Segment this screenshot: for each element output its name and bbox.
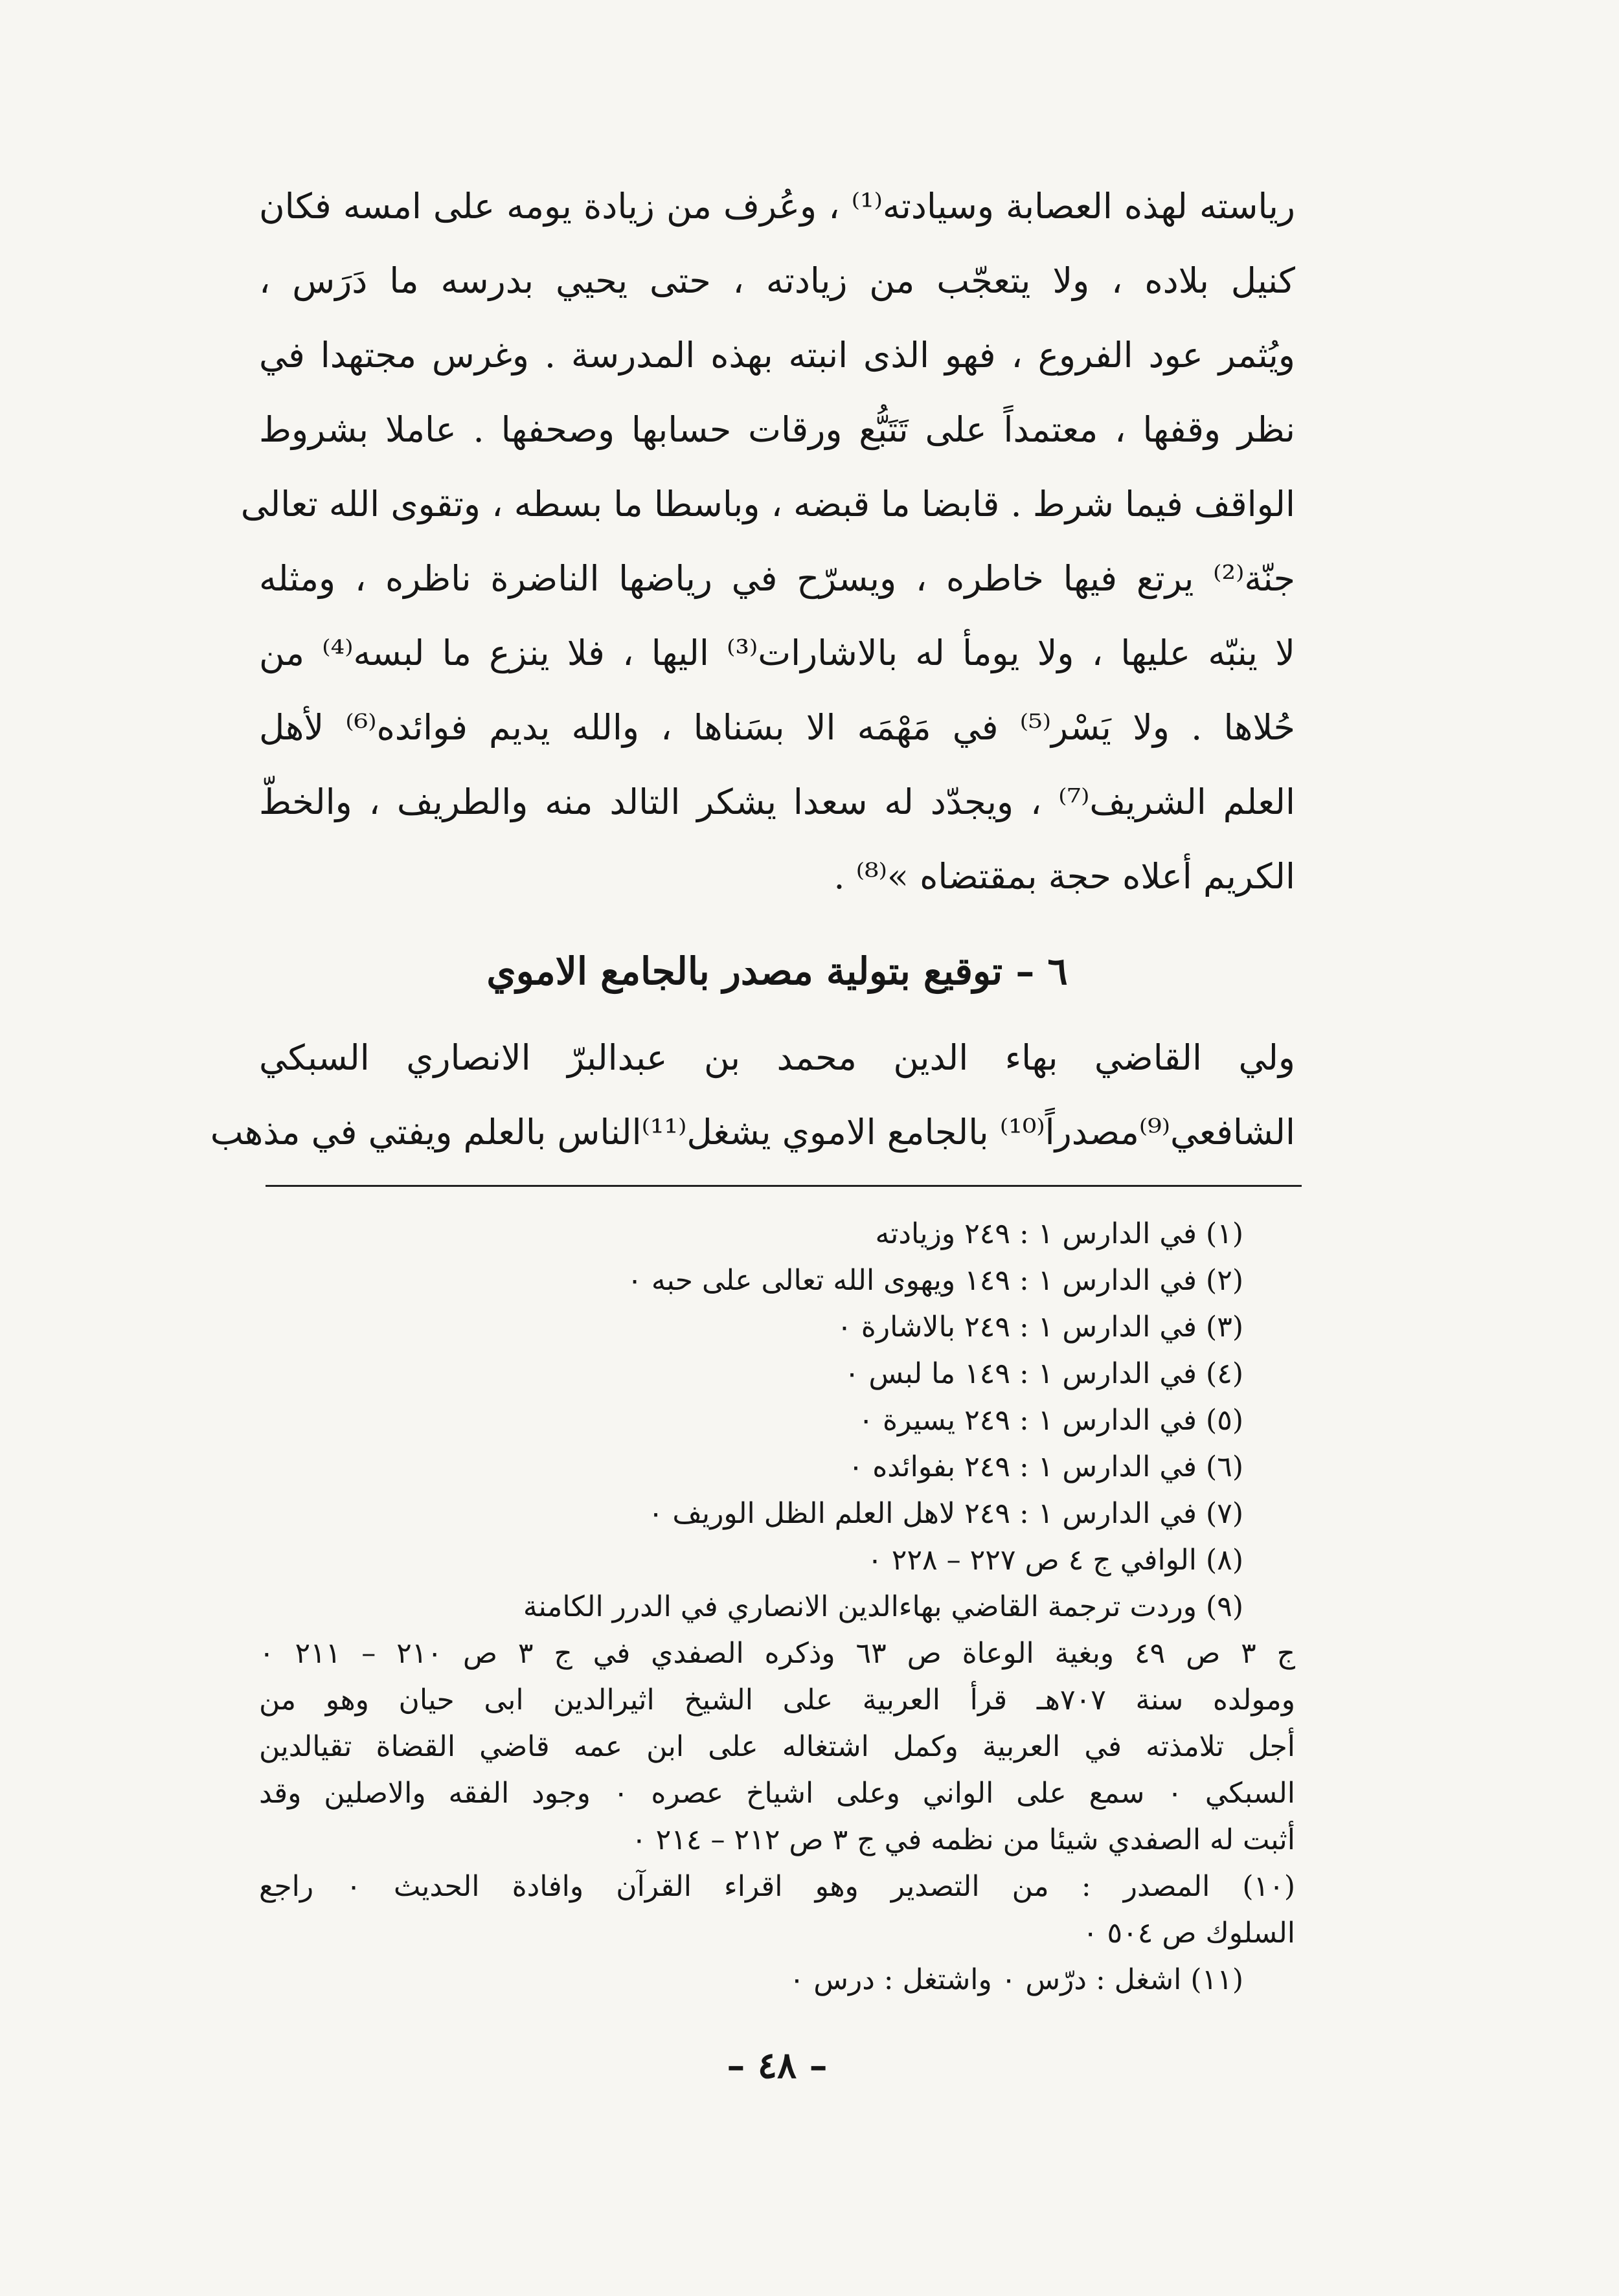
body-line: العلم الشريف⁽⁷⁾ ، ويجدّد له سعدا يشكر التالد منه والطريف ، والخطّ (259, 782, 1295, 822)
footnote-line: (٥) في الدارس ١ : ٢٤٩ يسيرة ٠ (858, 1404, 1243, 1437)
body-line: الشافعي⁽⁹⁾مصدراً⁽¹⁰⁾ بالجامع الاموي يشغل⁽¹¹⁾الناس بالعلم ويفتي في مذهب (210, 1112, 1295, 1153)
footnote-line: (٤) في الدارس ١ : ١٤٩ ما لبس ٠ (844, 1357, 1243, 1390)
footnote-line: (٨) الوافي ج ٤ ص ٢٢٧ – ٢٢٨ ٠ (867, 1544, 1243, 1577)
body-line: لا ينبّه عليها ، ولا يومأ له بالاشارات⁽³⁾ اليها ، فلا ينزع ما لبسه⁽⁴⁾ من (259, 633, 1295, 673)
body-line: نظر وقفها ، معتمداً على تَتَبُّع ورقات حسابها وصحفها . عاملا بشروط (259, 409, 1295, 450)
footnote-line: السلوك ص ٥٠٤ ٠ (1082, 1917, 1295, 1950)
footnote-line: (١) في الدارس ١ : ٢٤٩ وزيادته (875, 1217, 1243, 1250)
body-line: حُلاها . ولا يَسْر⁽⁵⁾ في مَهْمَه الا بسَناها ، والله يديم فوائده⁽⁶⁾ لأهل (259, 707, 1295, 748)
page-number: – ٤٨ – (727, 2044, 828, 2087)
footnote-line: (٦) في الدارس ١ : ٢٤٩ بفوائده ٠ (848, 1450, 1243, 1483)
footnote-line: (٢) في الدارس ١ : ١٤٩ ويهوى الله تعالى على حبه ٠ (627, 1264, 1243, 1297)
footnote-line: السبكي ٠ سمع على الواني وعلى اشياخ عصره ٠ وجود الفقه والاصلين وقد (259, 1777, 1295, 1810)
footnote-separator (266, 1185, 1302, 1187)
body-line: ولي القاضي بهاء الدين محمد بن عبدالبرّ الانصاري السبكي (259, 1037, 1295, 1078)
footnote-line: (٧) في الدارس ١ : ٢٤٩ لاهل العلم الظل الوريف ٠ (648, 1497, 1243, 1530)
footnote-line: أثبت له الصفدي شيئا من نظمه في ج ٣ ص ٢١٢ – ٢١٤ ٠ (631, 1823, 1295, 1856)
body-line: جنّة⁽²⁾ يرتع فيها خاطره ، ويسرّح في رياضها الناضرة ناظره ، ومثله (259, 558, 1295, 599)
body-line: الواقف فيما شرط . قابضا ما قبضه ، وباسطا ما بسطه ، وتقوى الله تعالى (240, 484, 1295, 524)
footnote-line: ج ٣ ص ٤٩ وبغية الوعاة ص ٦٣ وذكره الصفدي في ج ٣ ص ٢١٠ – ٢١١ ٠ (259, 1637, 1296, 1670)
footnote-line: أجل تلامذته في العربية وكمل اشتغاله على ابن عمه قاضي القضاة تقيالدين (259, 1730, 1295, 1763)
footnote-line: ومولده سنة ٧٠٧هـ قرأ العربية على الشيخ اثيرالدين ابى حيان وهو من (259, 1683, 1295, 1716)
footnote-line: (٩) وردت ترجمة القاضي بهاءالدين الانصاري في الدرر الكامنة (523, 1590, 1243, 1623)
section-heading: ٦ – توقيع بتولية مصدر بالجامع الاموي (486, 949, 1068, 993)
body-line: الكريم أعلاه حجة بمقتضاه »⁽⁸⁾ . (833, 856, 1295, 897)
footnote-line: (٣) في الدارس ١ : ٢٤٩ بالاشارة ٠ (837, 1311, 1243, 1344)
body-line: كنيل بلاده ، ولا يتعجّب من زيادته ، حتى يحيي بدرسه ما دَرَس ، (259, 260, 1295, 301)
footnote-line: (١٠) المصدر : من التصدير وهو اقراء القرآن وافادة الحديث ٠ راجع (259, 1870, 1295, 1903)
body-line: ويُثمر عود الفروع ، فهو الذى انبته بهذه المدرسة . وغرس مجتهدا في (259, 335, 1295, 376)
body-line: رياسته لهذه العصابة وسيادته⁽¹⁾ ، وعُرف من زيادة يومه على امسه فكان (259, 186, 1295, 227)
footnote-line: (١١) اشغل : درّس ٠ واشتغل : درس ٠ (789, 1963, 1243, 1996)
